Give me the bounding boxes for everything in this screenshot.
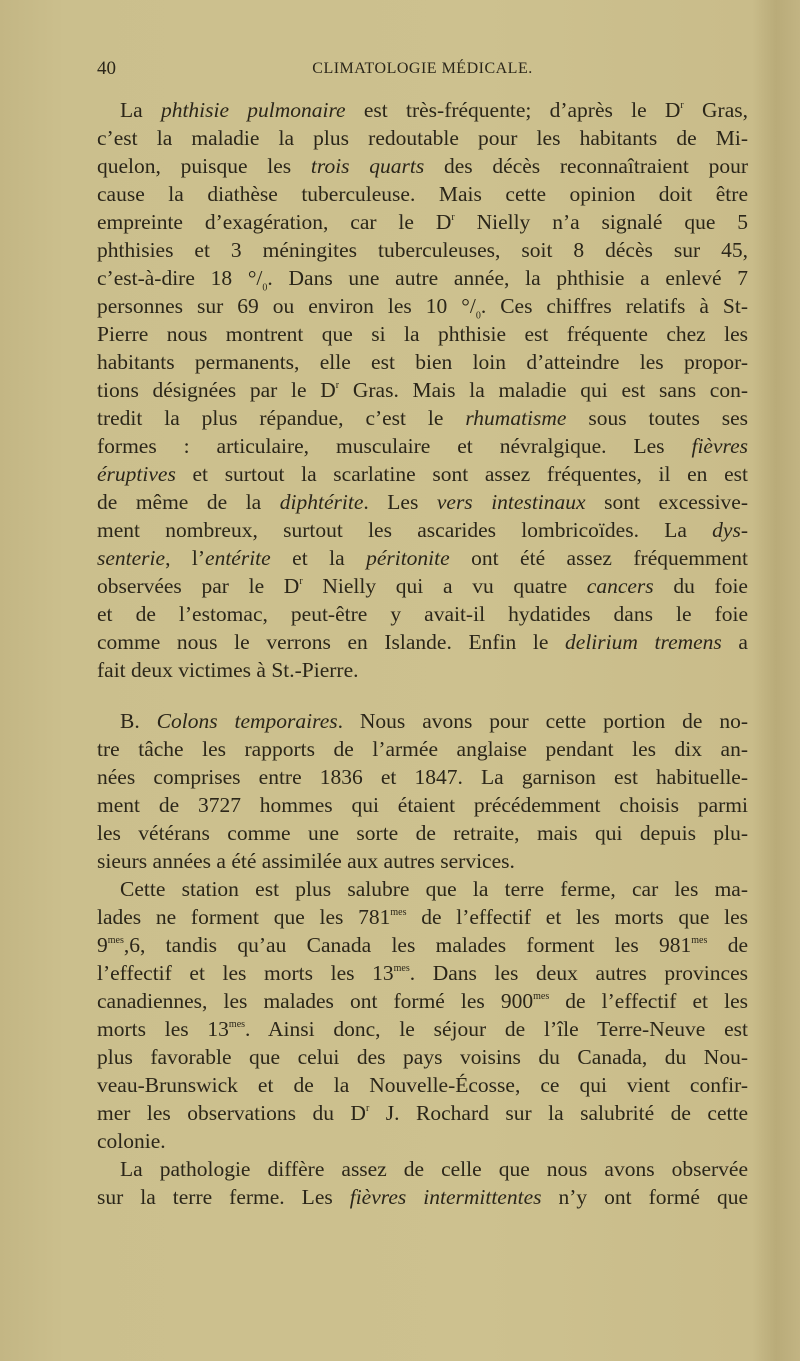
italic-text: senterie [97, 546, 166, 570]
text-run: . Dans les deux autres provinces [409, 961, 748, 985]
page-number: 40 [97, 58, 116, 79]
text-run: Pierre nous montrent que si la phthisie est fréquente chez les [97, 322, 748, 346]
text-line [97, 460, 748, 488]
text-run: . Dans une autre année, la phthisie a enlevé 7 [267, 266, 748, 290]
text-run: nées comprises entre 1836 et 1847. La garnison est habituelle- [97, 765, 748, 789]
text-run: sous toutes ses [566, 406, 748, 430]
text-line [97, 735, 748, 763]
text-line [97, 1099, 748, 1127]
text-run: ment nombreux, surtout les ascarides lombricoïdes. La [97, 518, 713, 542]
text-run: B. [120, 709, 157, 733]
text-run: J. Rochard sur la salubrité de cette [369, 1101, 748, 1125]
text-line [97, 875, 748, 903]
text-line [97, 847, 748, 875]
italic-text: rhumatisme [465, 406, 567, 430]
text-run: , l’ [165, 546, 206, 570]
subscript: 0 [262, 282, 268, 294]
text-run: sieurs années a été assimilée aux autres services. [97, 849, 515, 873]
italic-text: dys- [712, 518, 748, 542]
text-run: comme nous le verrons en Islande. Enfin le [97, 630, 566, 654]
text-run: tredit la plus répandue, c’est le [97, 406, 466, 430]
text-line [97, 124, 748, 152]
text-line [97, 791, 748, 819]
italic-text: éruptives [97, 462, 176, 486]
text-run: tre tâche les rapports de l’armée anglaise pendant les dix an- [97, 737, 748, 761]
superscript: r [365, 1103, 370, 1114]
text-line [97, 903, 748, 931]
italic-text: phthisie pulmonaire [160, 98, 346, 122]
text-run: ment de 3727 hommes qui étaient précédemment choisis parmi [97, 793, 748, 817]
text-line [97, 348, 748, 376]
text-run: c’est-à-dire 18 °/ [97, 266, 263, 290]
italic-text: fièvres [691, 434, 748, 458]
text-run: n’y ont formé que [541, 1185, 749, 1209]
text-line [97, 1015, 748, 1043]
superscript: mes [533, 991, 550, 1002]
superscript: r [451, 212, 455, 223]
text-run: Nielly n’a signalé que 5 [454, 210, 748, 234]
text-run: ,6, tandis qu’au Canada les malades forment les 981 [123, 933, 692, 957]
text-line [97, 320, 748, 348]
text-run: phthisies et 3 méningites tuberculeuses, soit 8 décès sur 45, [97, 238, 748, 262]
paragraph [97, 707, 748, 875]
italic-text: delirium tremens [565, 630, 722, 654]
text-line [97, 96, 748, 124]
text-line [97, 819, 748, 847]
text-run: La [120, 98, 161, 122]
text-line [97, 1127, 748, 1155]
text-run: 9 [97, 933, 108, 957]
italic-text: trois quarts [310, 154, 425, 178]
text-run: habitants permanents, elle est bien loin d’atteindre les propor- [97, 350, 748, 374]
text-line [97, 628, 748, 656]
page-body [97, 96, 748, 1211]
text-line [97, 208, 748, 236]
text-line [97, 180, 748, 208]
text-run: sont excessive- [585, 490, 748, 514]
text-run: c’est la maladie la plus redoutable pour les habitants de Mi- [97, 126, 748, 150]
subscript: 0 [475, 310, 481, 322]
italic-text: vers intestinaux [436, 490, 586, 514]
text-line [97, 959, 748, 987]
text-run: et surtout la scarlatine sont assez fréquentes, il en est [175, 462, 748, 486]
text-run: Gras. Mais la maladie qui est sans con- [339, 378, 748, 402]
text-run: fait deux victimes à St.-Pierre. [97, 658, 359, 682]
text-run: Gras, [683, 98, 748, 122]
text-run: de l’effectif et les morts que les [406, 905, 749, 929]
text-run: empreinte d’exagération, car le D [97, 210, 452, 234]
text-run: des décès reconnaîtraient pour [424, 154, 748, 178]
italic-text: Colons temporaires [156, 709, 338, 733]
paragraph [97, 96, 748, 684]
text-run: sur la terre ferme. Les [97, 1185, 350, 1209]
text-line [97, 236, 748, 264]
text-run: et la [270, 546, 367, 570]
text-run: les vétérans comme une sorte de retraite, mais qui depuis plu- [97, 821, 748, 845]
text-line [97, 432, 748, 460]
superscript: r [335, 380, 340, 391]
text-run: lades ne forment que les 781 [97, 905, 391, 929]
superscript: mes [390, 907, 407, 918]
italic-text: entérite [205, 546, 271, 570]
text-line [97, 763, 748, 791]
text-run: . Ces chiffres relatifs à St- [480, 294, 748, 318]
text-run: tions désignées par le D [97, 378, 336, 402]
italic-text: cancers [586, 574, 654, 598]
text-run: de même de la [97, 490, 280, 514]
text-run: cause la diathèse tuberculeuse. Mais cette opinion doit être [97, 182, 748, 206]
text-line [97, 1183, 748, 1211]
text-run: est très-fréquente; d’après le D [345, 98, 681, 122]
text-run: . Ainsi donc, le séjour de l’île Terre-Neuve est [245, 1017, 748, 1041]
italic-text: fièvres intermittentes [349, 1185, 542, 1209]
text-run: personnes sur 69 ou environ les 10 °/ [97, 294, 476, 318]
text-line [97, 292, 748, 320]
text-run: mer les observations du D [97, 1101, 366, 1125]
text-run: formes : articulaire, musculaire et névralgique. Les [97, 434, 692, 458]
paragraph-gap [97, 684, 748, 707]
text-line [97, 488, 748, 516]
text-line [97, 572, 748, 600]
text-run: Cette station est plus salubre que la terre ferme, car les ma- [120, 877, 748, 901]
text-line [97, 376, 748, 404]
text-line [97, 516, 748, 544]
paragraph [97, 1155, 748, 1211]
text-run: . Les [363, 490, 437, 514]
superscript: mes [393, 963, 410, 974]
superscript: r [680, 100, 684, 111]
text-run: colonie. [97, 1129, 166, 1153]
text-line [97, 987, 748, 1015]
text-line [97, 264, 748, 292]
text-run: observées par le D [97, 574, 300, 598]
text-run: ont été assez fréquemment [449, 546, 748, 570]
text-line [97, 1155, 748, 1183]
text-line [97, 152, 748, 180]
text-line [97, 404, 748, 432]
text-line [97, 931, 748, 959]
superscript: mes [228, 1019, 246, 1030]
text-run: morts les 13 [97, 1017, 229, 1041]
text-line [97, 1043, 748, 1071]
text-line [97, 600, 748, 628]
text-line [97, 707, 748, 735]
text-run: de l’effectif et les [549, 989, 748, 1013]
text-run: plus favorable que celui des pays voisins du Canada, du Nou- [97, 1045, 748, 1069]
text-run: canadiennes, les malades ont formé les 900 [97, 989, 534, 1013]
text-run: a [721, 630, 748, 654]
text-run: quelon, puisque les [97, 154, 311, 178]
text-run: du foie [653, 574, 748, 598]
superscript: r [299, 576, 303, 587]
superscript: mes [107, 935, 124, 946]
text-run: . Nous avons pour cette portion de no- [337, 709, 748, 733]
text-run: de [707, 933, 748, 957]
running-title: CLIMATOLOGIE MÉDICALE. [312, 60, 533, 77]
text-run: l’effectif et les morts les 13 [97, 961, 394, 985]
italic-text: diphtérite [279, 490, 364, 514]
page-header [97, 58, 748, 86]
superscript: mes [691, 935, 708, 946]
text-run: veau-Brunswick et de la Nouvelle-Écosse, ce qui vient confir- [97, 1073, 748, 1097]
paragraph [97, 875, 748, 1155]
text-run: Nielly qui a vu quatre [302, 574, 587, 598]
text-line [97, 1071, 748, 1099]
text-line [97, 656, 748, 684]
text-run: La pathologie diffère assez de celle que nous avons observée [120, 1157, 748, 1181]
italic-text: péritonite [366, 546, 450, 570]
text-line [97, 544, 748, 572]
text-run: et de l’estomac, peut-être y avait-il hydatides dans le foie [97, 602, 748, 626]
